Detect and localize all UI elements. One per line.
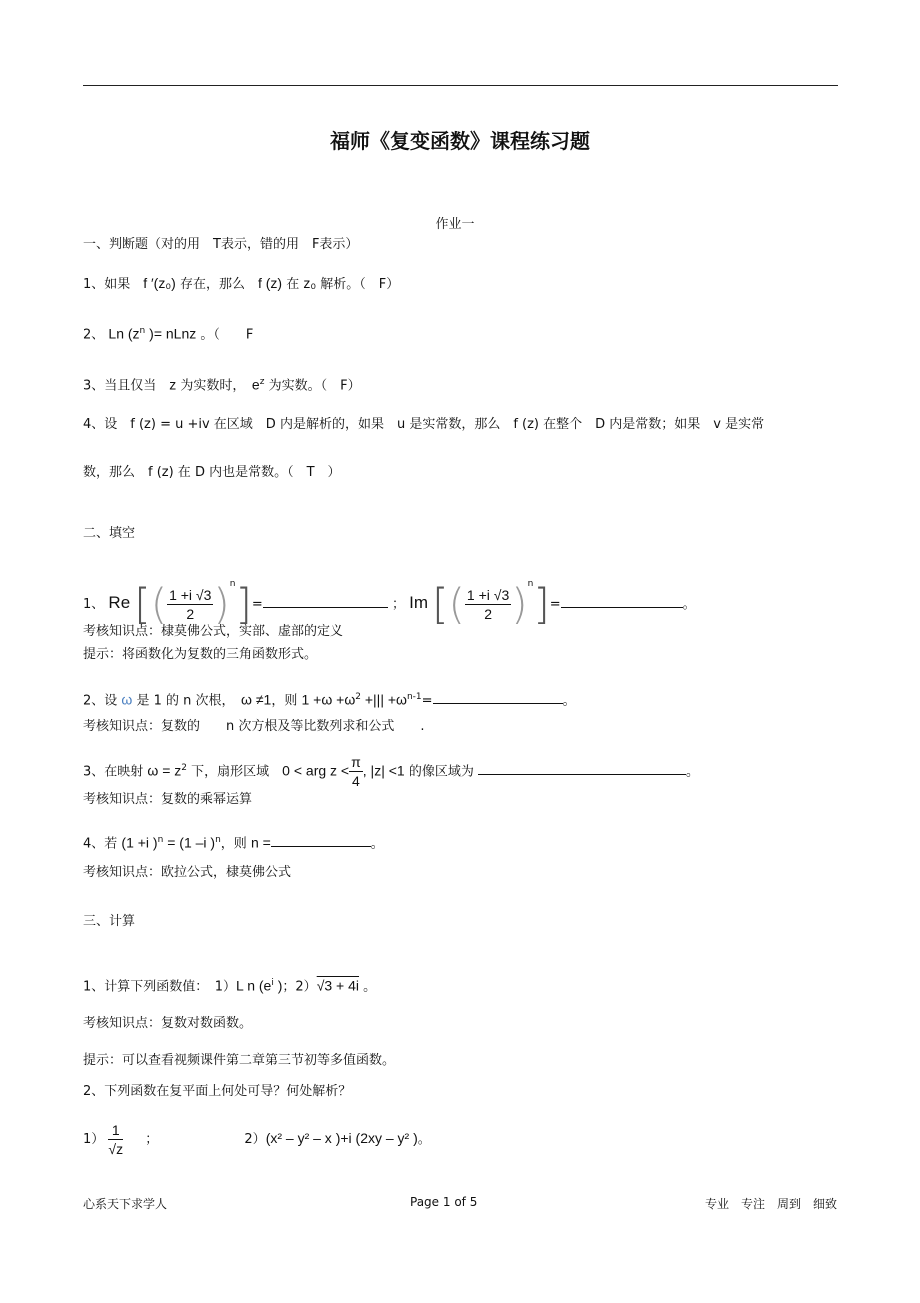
judge-q3: 3、当且仅当 z 为实数时， $e^z$ 为实数。（ F） xyxy=(83,376,361,394)
judge-q2: 2、 Ln ($z^n$ )= nLnz 。（ F xyxy=(83,325,254,343)
bracket-open: [ xyxy=(134,579,151,629)
answer-blank-im[interactable] xyxy=(561,595,683,608)
header-rule xyxy=(83,85,838,86)
hint-note: 提示：将函数化为复数的三角函数形式。 xyxy=(83,647,318,662)
section-2-heading: 二、填空 xyxy=(83,526,136,541)
section-3-heading: 三、计算 xyxy=(83,914,136,929)
judge-q4-line1: 4、设 f (z) = u +iv 在区域 D 内是解析的，如果 u 是实常数，那么 f (z) 在整个 D 内是常数；如果 v 是实常 xyxy=(83,417,765,432)
footer-right: 专业 专注 周到 细致 xyxy=(705,1197,838,1211)
footer-left: 心系天下求学人 xyxy=(83,1197,168,1211)
answer-blank[interactable] xyxy=(478,762,686,775)
knowledge-note: 考核知识点：复数的 n 次方根及等比数列求和公式 . xyxy=(83,719,425,734)
hint-note: 提示：可以查看视频课件第二章第三节初等多值函数。 xyxy=(83,1053,396,1068)
document-title: 福师《复变函数》课程练习题 xyxy=(330,129,590,153)
answer-blank-re[interactable] xyxy=(263,595,388,608)
calc-q1: 1、计算下列函数值： 1）L n ($e^i$ )；2）√3 + 4i 。 xyxy=(83,977,377,995)
knowledge-note: 考核知识点：棣莫佛公式，实部、虚部的定义 xyxy=(83,624,344,639)
fill-q3: 3、在映射 $\omega = z^2$ 下，扇形区域 0 < arg z < $\frac{\pi}{4}$ , |z| <1 的像区域为 。 xyxy=(83,754,699,790)
calc-q2: 2、下列函数在复平面上何处可导？何处解析？ xyxy=(83,1084,352,1099)
judge-q4-line2: 数，那么 f (z) 在 D 内也是常数。（ T ） xyxy=(83,465,341,480)
answer-blank[interactable] xyxy=(271,834,371,847)
fill-q1: 1、 Re [( $\frac{1 +i √3}{2}$ )$^n$]= ； Im [( $\frac{1 +i √3}{2}$ )$^n$]= 。 xyxy=(83,579,696,629)
assignment-label: 作业一 xyxy=(435,217,475,232)
judge-q1: 1、如果 f ′(z₀) 存在，那么 f (z) 在 z₀ 解析。（ F） xyxy=(83,275,400,292)
knowledge-note: 考核知识点：复数对数函数。 xyxy=(83,1016,253,1031)
knowledge-note: 考核知识点：欧拉公式，棣莫佛公式 xyxy=(83,865,292,880)
answer-blank[interactable] xyxy=(433,691,563,704)
calc-q2-items: 1） $\frac{1}{√z}$ ； 2）(x² – y² – x )+i (2xy – y² )。 xyxy=(83,1122,431,1157)
fill-q4: 4、若 (1 +i )$^n$ = (1 –i )$^n$，则 n = 。 xyxy=(83,834,384,852)
section-1-heading: 一、判断题（对的用 T表示，错的用 F表示） xyxy=(83,237,359,252)
knowledge-note: 考核知识点：复数的乘幂运算 xyxy=(83,792,253,807)
fill-q2: 2、设 ω 是 1 的 n 次根， ω ≠1，则 $1 +\omega +\omega^2$ +||| $+\omega^{n-1}=$ 。 xyxy=(83,691,576,709)
page-number: Page 1 of 5 xyxy=(410,1195,478,1209)
fraction: $\frac{1 +i √3}{2}$ xyxy=(169,587,212,622)
